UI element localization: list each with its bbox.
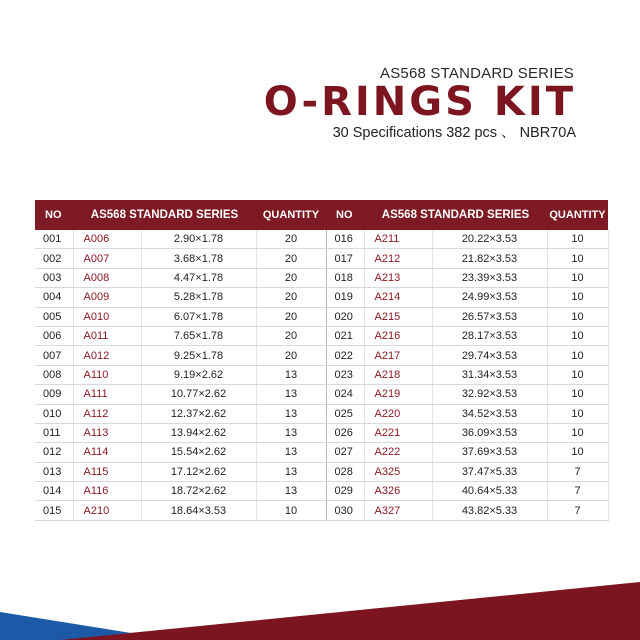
row-number: 003 — [35, 268, 73, 287]
series-code: A327 — [364, 501, 432, 520]
ring-quantity: 10 — [547, 385, 608, 404]
series-code: A221 — [364, 423, 432, 442]
series-code: A325 — [364, 462, 432, 481]
row-number: 024 — [326, 385, 364, 404]
series-code: A211 — [364, 230, 432, 249]
row-number: 006 — [35, 326, 73, 345]
table-row — [35, 249, 608, 268]
row-number: 008 — [35, 365, 73, 384]
ring-size: 40.64×5.33 — [432, 482, 547, 501]
series-code: A006 — [73, 230, 141, 249]
ring-quantity: 10 — [547, 230, 608, 249]
series-code: A220 — [364, 404, 432, 423]
row-number: 001 — [35, 230, 73, 249]
series-code: A218 — [364, 365, 432, 384]
ring-size: 21.82×3.53 — [432, 249, 547, 268]
header-no: NO — [35, 200, 73, 230]
ring-quantity: 10 — [547, 404, 608, 423]
row-number: 012 — [35, 443, 73, 462]
series-code: A007 — [73, 249, 141, 268]
ring-size: 28.17×3.53 — [432, 326, 547, 345]
table-row — [35, 482, 608, 501]
ring-quantity: 20 — [256, 249, 326, 268]
ring-quantity: 10 — [547, 288, 608, 307]
row-number: 010 — [35, 404, 73, 423]
series-code: A011 — [73, 326, 141, 345]
header-quantity: QUANTITY — [547, 200, 608, 230]
table-row — [35, 230, 608, 249]
series-code: A115 — [73, 462, 141, 481]
ring-size: 5.28×1.78 — [141, 288, 256, 307]
ring-size: 20.22×3.53 — [432, 230, 547, 249]
table-row — [35, 462, 608, 481]
series-code: A210 — [73, 501, 141, 520]
ring-size: 13.94×2.62 — [141, 423, 256, 442]
ring-quantity: 13 — [256, 443, 326, 462]
series-code: A213 — [364, 268, 432, 287]
series-code: A217 — [364, 346, 432, 365]
row-number: 021 — [326, 326, 364, 345]
series-code: A112 — [73, 404, 141, 423]
series-code: A215 — [364, 307, 432, 326]
row-number: 009 — [35, 385, 73, 404]
ring-quantity: 10 — [547, 443, 608, 462]
series-code: A114 — [73, 443, 141, 462]
row-number: 004 — [35, 288, 73, 307]
row-number: 026 — [326, 423, 364, 442]
series-code: A111 — [73, 385, 141, 404]
ring-size: 6.07×1.78 — [141, 307, 256, 326]
series-code: A110 — [73, 365, 141, 384]
ring-quantity: 7 — [547, 462, 608, 481]
row-number: 023 — [326, 365, 364, 384]
kit-specifications: 30 Specifications 382 pcs 、 NBR70A — [332, 125, 576, 141]
ring-size: 15.54×2.62 — [141, 443, 256, 462]
ring-quantity: 10 — [547, 326, 608, 345]
table-row — [35, 268, 608, 287]
decor-red-stripe — [60, 582, 640, 640]
ring-quantity: 10 — [547, 365, 608, 384]
table-row — [35, 423, 608, 442]
header-quantity: QUANTITY — [256, 200, 326, 230]
ring-size: 4.47×1.78 — [141, 268, 256, 287]
ring-quantity: 13 — [256, 482, 326, 501]
ring-size: 18.72×2.62 — [141, 482, 256, 501]
table-row — [35, 385, 608, 404]
header-series: AS568 STANDARD SERIES — [73, 200, 256, 230]
row-number: 014 — [35, 482, 73, 501]
table-header-row — [35, 200, 608, 230]
row-number: 019 — [326, 288, 364, 307]
ring-quantity: 13 — [256, 365, 326, 384]
ring-size: 34.52×3.53 — [432, 404, 547, 423]
row-number: 002 — [35, 249, 73, 268]
row-number: 029 — [326, 482, 364, 501]
ring-size: 31.34×3.53 — [432, 365, 547, 384]
ring-quantity: 10 — [256, 501, 326, 520]
series-code: A010 — [73, 307, 141, 326]
table-row — [35, 404, 608, 423]
ring-size: 9.19×2.62 — [141, 365, 256, 384]
row-number: 018 — [326, 268, 364, 287]
ring-size: 17.12×2.62 — [141, 462, 256, 481]
ring-quantity: 20 — [256, 288, 326, 307]
series-code: A222 — [364, 443, 432, 462]
ring-quantity: 7 — [547, 501, 608, 520]
ring-quantity: 13 — [256, 385, 326, 404]
ring-size: 43.82×5.33 — [432, 501, 547, 520]
row-number: 013 — [35, 462, 73, 481]
series-code: A008 — [73, 268, 141, 287]
table-row — [35, 365, 608, 384]
ring-size: 7.65×1.78 — [141, 326, 256, 345]
ring-quantity: 7 — [547, 482, 608, 501]
row-number: 016 — [326, 230, 364, 249]
series-code: A012 — [73, 346, 141, 365]
table-row — [35, 288, 608, 307]
row-number: 007 — [35, 346, 73, 365]
series-code: A216 — [364, 326, 432, 345]
row-number: 028 — [326, 462, 364, 481]
ring-quantity: 10 — [547, 346, 608, 365]
ring-quantity: 10 — [547, 423, 608, 442]
ring-size: 23.39×3.53 — [432, 268, 547, 287]
table-row — [35, 346, 608, 365]
ring-quantity: 10 — [547, 307, 608, 326]
row-number: 015 — [35, 501, 73, 520]
row-number: 020 — [326, 307, 364, 326]
table-body — [35, 230, 608, 520]
row-number: 022 — [326, 346, 364, 365]
table-row — [35, 443, 608, 462]
row-number: 030 — [326, 501, 364, 520]
row-number: 005 — [35, 307, 73, 326]
table-row — [35, 307, 608, 326]
table-row — [35, 326, 608, 345]
ring-quantity: 13 — [256, 404, 326, 423]
table-row — [35, 501, 608, 520]
series-code: A009 — [73, 288, 141, 307]
ring-quantity: 20 — [256, 326, 326, 345]
series-code: A113 — [73, 423, 141, 442]
series-code: A212 — [364, 249, 432, 268]
ring-size: 32.92×3.53 — [432, 385, 547, 404]
row-number: 017 — [326, 249, 364, 268]
ring-size: 29.74×3.53 — [432, 346, 547, 365]
series-code: A214 — [364, 288, 432, 307]
footer-decoration — [0, 580, 640, 640]
ring-quantity: 13 — [256, 462, 326, 481]
ring-size: 9.25×1.78 — [141, 346, 256, 365]
series-code: A326 — [364, 482, 432, 501]
ring-size: 37.69×3.53 — [432, 443, 547, 462]
ring-quantity: 20 — [256, 268, 326, 287]
ring-quantity: 20 — [256, 230, 326, 249]
ring-quantity: 10 — [547, 268, 608, 287]
ring-size: 18.64×3.53 — [141, 501, 256, 520]
page-title: O-RINGS KIT — [263, 79, 576, 125]
orings-table — [35, 200, 609, 521]
row-number: 011 — [35, 423, 73, 442]
ring-size: 12.37×2.62 — [141, 404, 256, 423]
ring-size: 36.09×3.53 — [432, 423, 547, 442]
row-number: 027 — [326, 443, 364, 462]
ring-quantity: 13 — [256, 423, 326, 442]
ring-quantity: 20 — [256, 346, 326, 365]
ring-size: 26.57×3.53 — [432, 307, 547, 326]
ring-size: 2.90×1.78 — [141, 230, 256, 249]
ring-size: 3.68×1.78 — [141, 249, 256, 268]
header-series: AS568 STANDARD SERIES — [364, 200, 547, 230]
series-code: A116 — [73, 482, 141, 501]
row-number: 025 — [326, 404, 364, 423]
ring-size: 10.77×2.62 — [141, 385, 256, 404]
ring-size: 24.99×3.53 — [432, 288, 547, 307]
header-subtitle: AS568 STANDARD SERIES — [380, 65, 574, 82]
ring-size: 37.47×5.33 — [432, 462, 547, 481]
header-no: NO — [326, 200, 364, 230]
series-code: A219 — [364, 385, 432, 404]
ring-quantity: 10 — [547, 249, 608, 268]
ring-quantity: 20 — [256, 307, 326, 326]
